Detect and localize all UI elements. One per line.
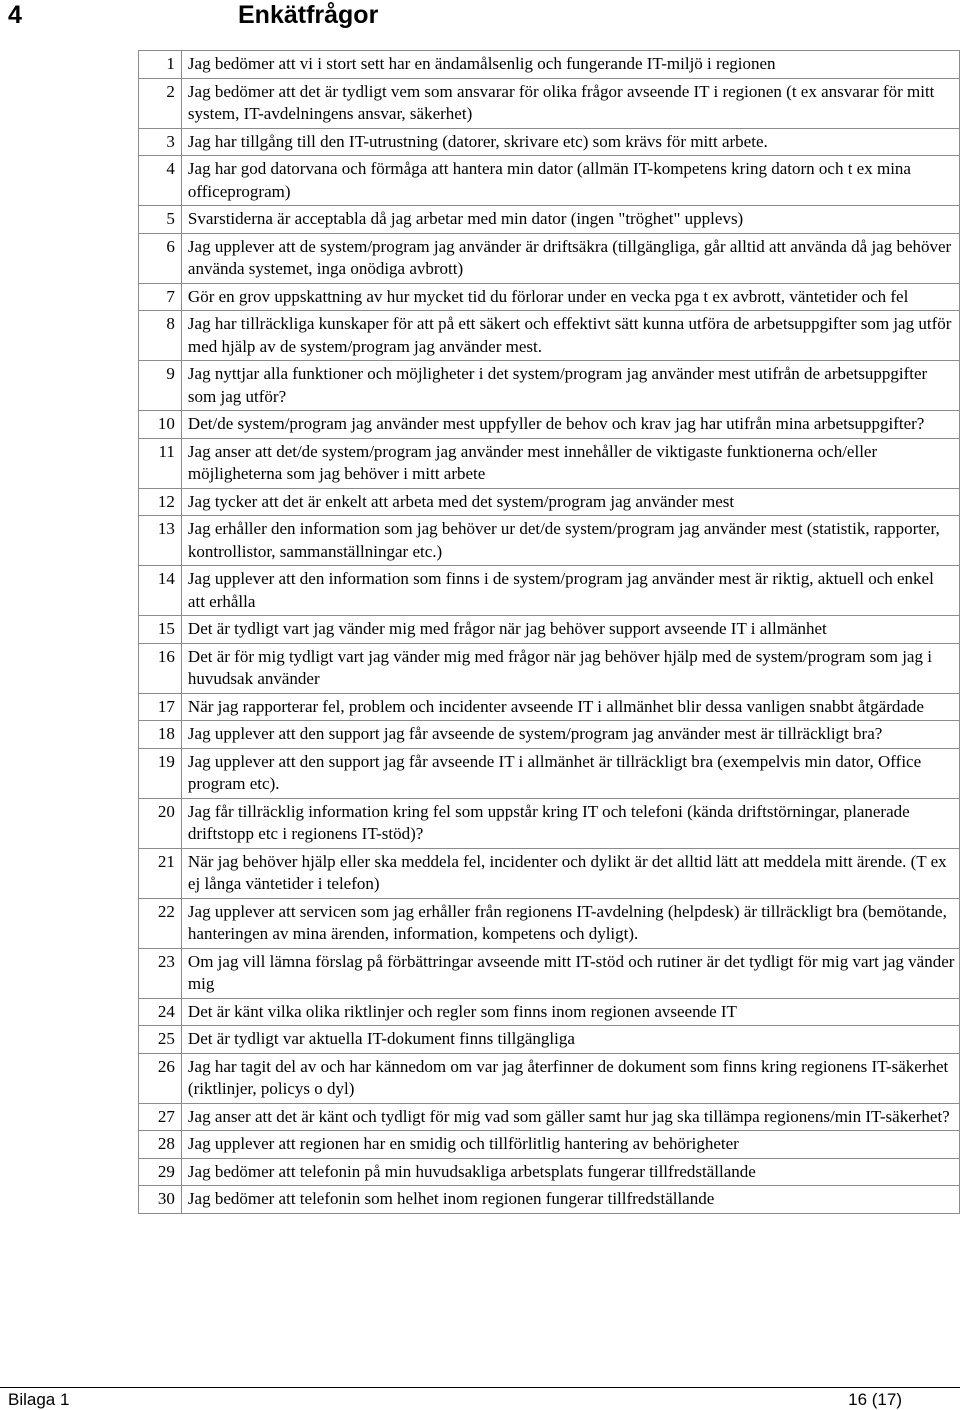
question-text: Jag nyttjar alla funktioner och möjligheter i det system/program jag använder mest utifrån de arbetsuppgifter som jag utför? [181,361,959,411]
question-number: 17 [139,693,182,721]
footer-rule [0,1387,960,1388]
question-row [139,233,960,283]
question-row [139,798,960,848]
question-text: Jag anser att det/de system/program jag använder mest innehåller de viktigaste funktionerna och/eller möjligheterna som jag behöver i mitt arbete [181,438,959,488]
question-text: Jag bedömer att det är tydligt vem som ansvarar för olika frågor avseende IT i regionen (t ex ansvarar för mitt system, IT-avdelningens ansvar, säkerhet) [181,78,959,128]
question-row [139,51,960,79]
question-text: Jag har tagit del av och har kännedom om var jag återfinner de dokument som finns kring regionens IT-säkerhet (riktlinjer, policys o dyl) [181,1053,959,1103]
questions-table-body [139,51,960,1214]
section-number: 4 [8,1,22,29]
question-number: 16 [139,643,182,693]
question-text: Det/de system/program jag använder mest uppfyller de behov och krav jag har utifrån mina arbetsuppgifter? [181,411,959,439]
question-row [139,721,960,749]
question-text: Jag har tillräckliga kunskaper för att på ett säkert och effektivt sätt kunna utföra de arbetsuppgifter som jag utför med hjälp av de system/program jag använder mest. [181,311,959,361]
question-row [139,616,960,644]
question-row [139,898,960,948]
question-row [139,1186,960,1214]
question-text: Det är tydligt var aktuella IT-dokument finns tillgängliga [181,1026,959,1054]
question-number: 28 [139,1131,182,1159]
question-text: Jag har tillgång till den IT-utrustning (datorer, skrivare etc) som krävs för mitt arbete. [181,128,959,156]
question-row [139,283,960,311]
question-number: 14 [139,566,182,616]
question-text: Det är för mig tydligt vart jag vänder mig med frågor när jag behöver hjälp med de system/program som jag i huvudsak använder [181,643,959,693]
question-number: 7 [139,283,182,311]
question-number: 12 [139,488,182,516]
question-row [139,566,960,616]
question-number: 15 [139,616,182,644]
question-row [139,411,960,439]
question-text: Jag bedömer att telefonin på min huvudsakliga arbetsplats fungerar tillfredställande [181,1158,959,1186]
question-text: Jag får tillräcklig information kring fel som uppstår kring IT och telefoni (kända driftstörningar, planerade driftstopp etc i regionens IT-stöd)? [181,798,959,848]
question-text: Jag erhåller den information som jag behöver ur det/de system/program jag använder mest (statistik, rapporter, kontrollistor, sammanställningar etc.) [181,516,959,566]
question-text: Det är tydligt vart jag vänder mig med frågor när jag behöver support avseende IT i allmänhet [181,616,959,644]
page-footer [0,1387,960,1410]
question-number: 24 [139,998,182,1026]
footer-page-number: 16 (17) [848,1390,902,1409]
question-text: Gör en grov uppskattning av hur mycket tid du förlorar under en vecka pga t ex avbrott, väntetider och fel [181,283,959,311]
question-row [139,78,960,128]
question-number: 23 [139,948,182,998]
question-number: 29 [139,1158,182,1186]
question-text: När jag behöver hjälp eller ska meddela fel, incidenter och dylikt är det alltid lätt att meddela mitt ärende. (T ex ej långa väntetider i telefon) [181,848,959,898]
question-number: 5 [139,206,182,234]
question-number: 21 [139,848,182,898]
question-text: Jag bedömer att telefonin som helhet inom regionen fungerar tillfredställande [181,1186,959,1214]
question-number: 9 [139,361,182,411]
question-row [139,361,960,411]
question-number: 4 [139,156,182,206]
question-number: 25 [139,1026,182,1054]
question-number: 26 [139,1053,182,1103]
question-row [139,643,960,693]
question-number: 11 [139,438,182,488]
question-row [139,488,960,516]
section-heading [0,0,960,34]
question-number: 20 [139,798,182,848]
question-text: Svarstiderna är acceptabla då jag arbetar med min dator (ingen "tröghet" upplevs) [181,206,959,234]
question-text: Jag upplever att den information som finns i de system/program jag använder mest är riktig, aktuell och enkel att erhålla [181,566,959,616]
footer-appendix-label: Bilaga 1 [8,1390,70,1409]
question-text: Jag upplever att regionen har en smidig och tillförlitlig hantering av behörigheter [181,1131,959,1159]
question-row [139,948,960,998]
questions-table [138,50,960,1214]
question-row [139,206,960,234]
question-text: Jag tycker att det är enkelt att arbeta med det system/program jag använder mest [181,488,959,516]
question-number: 8 [139,311,182,361]
section-title: Enkätfrågor [238,1,379,29]
question-row [139,998,960,1026]
question-row [139,1026,960,1054]
question-number: 18 [139,721,182,749]
question-row [139,156,960,206]
question-text: Jag upplever att servicen som jag erhåller från regionens IT-avdelning (helpdesk) är tillräckligt bra (bemötande, hanteringen av mina ärenden, information, kompetens och dyligt). [181,898,959,948]
question-number: 10 [139,411,182,439]
question-text: Om jag vill lämna förslag på förbättringar avseende mitt IT-stöd och rutiner är det tydligt för mig vart jag vänder mig [181,948,959,998]
question-row [139,1053,960,1103]
question-number: 6 [139,233,182,283]
question-row [139,516,960,566]
question-row [139,438,960,488]
question-text: Jag anser att det är känt och tydligt för mig vad som gäller samt hur jag ska tillämpa regionens/min IT-säkerhet? [181,1103,959,1131]
question-text: När jag rapporterar fel, problem och incidenter avseende IT i allmänhet blir dessa vanligen snabbt åtgärdade [181,693,959,721]
question-text: Jag upplever att den support jag får avseende de system/program jag använder mest är tillräckligt bra? [181,721,959,749]
question-number: 19 [139,748,182,798]
question-row [139,1103,960,1131]
question-number: 27 [139,1103,182,1131]
question-text: Det är känt vilka olika riktlinjer och regler som finns inom regionen avseende IT [181,998,959,1026]
question-number: 30 [139,1186,182,1214]
question-row [139,128,960,156]
question-row [139,311,960,361]
question-text: Jag har god datorvana och förmåga att hantera min dator (allmän IT-kompetens kring datorn och t ex mina officeprogram) [181,156,959,206]
question-row [139,748,960,798]
question-row [139,693,960,721]
question-text: Jag bedömer att vi i stort sett har en ändamålsenlig och fungerande IT-miljö i regionen [181,51,959,79]
question-row [139,848,960,898]
question-number: 2 [139,78,182,128]
question-number: 1 [139,51,182,79]
question-number: 3 [139,128,182,156]
question-row [139,1158,960,1186]
question-text: Jag upplever att de system/program jag använder är driftsäkra (tillgängliga, går alltid att använda då jag behöver använda systemet, inga onödiga avbrott) [181,233,959,283]
question-text: Jag upplever att den support jag får avseende IT i allmänhet är tillräckligt bra (exempelvis min dator, Office program etc). [181,748,959,798]
question-row [139,1131,960,1159]
question-number: 13 [139,516,182,566]
question-number: 22 [139,898,182,948]
